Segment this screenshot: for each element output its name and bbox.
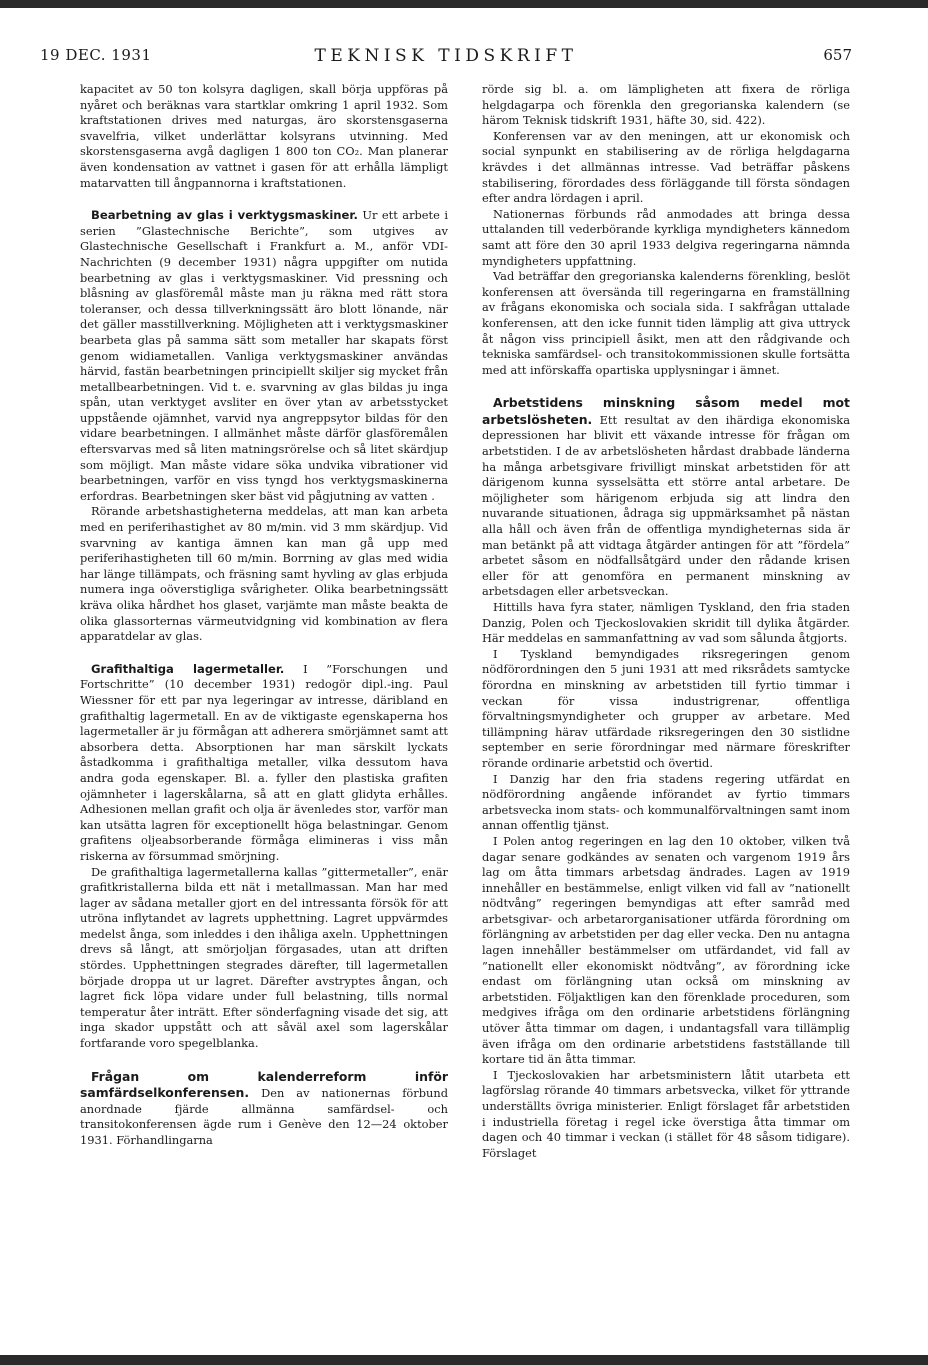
article-body: Ur ett arbete i serien ”Glastechnische Berichte”, som utgives av Glastechnische Gesellschaft i Frankfurt a. M., anför VDI-Nachrichten (9 december 1931) några uppgifter om nutida bearbetning av glas i verktygsmaskiner. Vid pressning och blåsning av glasföremål måste man ju räkna med rätt stora toleranser, och dessa tillverkningssätt äro blott lönande, när det gäller masstillverkning. Möjligheten att i verktygsmaskiner bearbeta glas på samma sätt som metaller har skapats först genom widiametallen. Vanliga verktygsmaskiner användas härvid, fastän bearbetningen principiellt skiljer sig mycket från metallbearbetningen. Vid t. e. svarvning av glas bildas ju inga spån, utan verktyget avsliter en över ytan av arbetsstycket uppstående ojämnhet, varvid nya angreppsytor bildas för den vidare bearbetningen. I allmänhet måste därför glasföremålen eftersvarvas med så liten matningsrörelse och så litet skärdjup som möjligt. Man måste vidare söka undvika vibrationer vid bearbetningen, varför en viss tyngd hos verktygsmaskinerna erfordras. Bearbetningen sker bäst vid pågjutning av vatten . [80, 208, 448, 503]
article-body: I ”Forschungen und Fortschritte” (10 december 1931) redogör dipl.-ing. Paul Wiessner för ett par nya legeringar av intresse, däribland en grafithaltig lagermetall. En av de viktigaste egenskaperna hos lagermetaller är ju förmågan att adherera smörjämnet samt att absorbera detta. Absorptionen har man särskilt lyckats åstadkomma i grafithaltiga metaller, vilka dessutom hava andra goda egenskaper. Bl. a. fyller den plastiska grafiten ojämnheter i lagerskålarna, så att en glatt glidyta erhålles. Adhesionen mellan grafit och olja är ävenledes stor, varför man kan utsätta lagren för exceptionellt höga belastningar. Genom grafitens oljeabsorberande förmåga elimineras i viss mån riskerna av försummad smörjning. [80, 661, 449, 863]
paragraph: Nationernas förbunds råd anmodades att bringa dessa uttalanden till vederbörande kyrkliga myndigheters kännedom samt att före den 30 april 1933 delgiva regeringarna nämnda myndigheters uppfattning. [482, 206, 850, 268]
scan-top-edge [0, 0, 928, 8]
issue-date: 19 DEC. 1931 [40, 46, 152, 64]
paragraph: I Danzig har den fria stadens regering utfärdat en nödförordning angående införandet av fyrtio timmars arbetsvecka inom stats- och kommunalförvaltningen samt inom annan offentlig tjänst. [482, 771, 850, 833]
scan-bottom-edge [0, 1355, 928, 1365]
paragraph: Vad beträffar den gregorianska kalenderns förenkling, beslöt konferensen att översända till regeringarna en framställning av frågans ekonomiska och sociala sida. I sakfrågan uttalade konferensen, att den icke funnit tiden lämplig att giva uttryck åt någon viss principiell åsikt, men att den rådgivande och tekniska samfärdsel- och transitokommissionen skulle fortsätta med att införskaffa opartiska upplysningar i ämnet. [482, 269, 850, 377]
article-body: Den av nationernas förbund anordnade fjärde allmänna samfärdsel- och transitokonferensen ägde rum i Genève den 12—24 oktober 1931. Förhandlingarna [80, 1086, 448, 1147]
paragraph: Konferensen var av den meningen, att ur ekonomisk och social synpunkt en stabilisering av de rörliga helgdagarna krävdes i det allmännas intresse. Vad beträffar påskens stabilisering, förordades dess förläggande till första söndagen efter andra lördagen i april. [482, 128, 850, 206]
paragraph: I Polen antog regeringen en lag den 10 oktober, vilken två dagar senare godkändes av senaten och vargenom 1919 års lag om åtta timmars arbetsdag ändrades. Lagen av 1919 innehåller en bestämmelse, enligt vilken vid fall av ”nationellt nödtvång” regeringen bemyndigas att efter samråd med arbetsgivar- och arbetarorganisationer utfärda förordning om förlängning av arbetstiden per dag eller vecka. Den nu antagna lagen innehåller bestämmelser om utfärdandet, vid fall av ”nationellt eller ekonomiskt nödtvång”, av förordning icke endast om förlängning utan också om minskning av arbetstiden. Följaktligen kan den förenklade proceduren, som medgives ifråga om den ordinarie arbetstidens förlängning utöver åtta timmar om dagen, i undantagsfall vara tillämplig även ifråga om den ordinarie arbetstidens fastställande till kortare tid än åtta timmar. [482, 833, 851, 1067]
article-kalender [80, 1069, 448, 1149]
paragraph: Rörande arbetshastigheterna meddelas, att man kan arbeta med en periferihastighet av 80 m/min. vid 3 mm skärdjup. Vid svarvning av kantiga ämnen kan man gå upp med periferihastigheten till 60 m/min. Borrning av glas med widia har länge tillämpats, och fräsning samt hyvling av glas erbjuda numera inga oöverstigliga svårigheter. Olika bearbetningssätt kräva olika hårdhet hos glaset, varjämte man måste beakta de olika glassorternas värmeutvidgning vid kombination av flera apparatdelar av glas. [80, 504, 448, 644]
article-heading: Frågan om kalenderreform inför samfärdselkonferensen. [80, 1068, 448, 1101]
page-header [40, 44, 852, 70]
paragraph: I Tyskland bemyndigades riksregeringen genom nödförordningen den 5 juni 1931 att med riksrådets samtycke förordna en minskning av arbetstiden till fyrtio timmar i veckan för vissa industrigrenar, offentliga förvaltningsmyndigheter och grupper av arbetare. Med tillämpning härav utfärdade riksregeringen den 30 sistlidne september en serie förordningar med närmare föreskrifter rörande ordinarie arbetstid och övertid. [482, 646, 850, 770]
right-column [482, 82, 850, 1161]
article-heading: Bearbetning av glas i verktygsmaskiner. [91, 208, 358, 223]
article-heading: Arbetstidens minskning såsom medel mot arbetslösheten. [482, 395, 850, 427]
article-arbetstid [482, 395, 850, 600]
article-heading: Grafithaltiga lagermetaller. [91, 661, 285, 676]
paragraph: rörde sig bl. a. om lämpligheten att fixera de rörliga helgdagarpa och förenkla den gregorianska kalendern (se härom Teknisk tidskrift 1931, häfte 30, sid. 422). [482, 82, 850, 128]
page-number: 657 [823, 46, 852, 64]
paragraph: Hittills hava fyra stater, nämligen Tyskland, den fria staden Danzig, Polen och Tjeckoslovakien skridit till dylika åtgärder. Här meddelas en sammanfattning av vad som sålunda åtgjorts. [482, 600, 850, 646]
paragraph: De grafithaltiga lagermetallerna kallas ”gittermetaller”, enär grafitkristallerna bilda ett nät i metallmassan. Man har med lager av sådana metaller gjort en del intressanta försök för att utröna inflytandet av lagrets upphettning. Lagret uppvärmdes medelst ånga, som inleddes i den ihåliga axeln. Upphettningen drevs så långt, att smörjoljan förgasades, utan att driften stördes. Upphettningen stegrades därefter, till lagermetallen började droppa ut ur lagret. Därefter avstryptes ångan, och lagret fick löpa vidare under full belastning, tills normal temperatur åter inträtt. Efter sönderfagning visade det sig, att inga skador uppstått och att såväl axel som lagerskålar fortfarande voro spegelblanka. [80, 864, 448, 1051]
article-glas [80, 208, 448, 504]
left-column [80, 82, 448, 1149]
article-grafit [80, 662, 448, 865]
article-body: Ett resultat av den ihärdiga ekonomiska depressionen har blivit ett växande intresse för frågan om arbetstiden. I de av arbetslösheten hårdast drabbade länderna ha många arbetsgivare frivilligt minskat arbetstiden för att därigenom kunna sysselsätta ett större antal arbetare. De möjligheter som härigenom erbjuda sig att lindra den nuvarande situationen, ådraga sig uppmärksamhet på nästan alla håll och även från de offentliga myndigheternas sida är man betänkt på att vidtaga åtgärder antingen för att ”fördela” arbetet såsom en nödfallsåtgärd under den rådande krisen eller för att genomföra en permanent minskning av arbetsdagen eller arbetsveckan. [482, 412, 850, 599]
journal-title: TEKNISK TIDSKRIFT [314, 46, 578, 66]
article-continuation: kapacitet av 50 ton kolsyra dagligen, skall börja uppföras på nyåret och beräknas vara startklar omkring 1 april 1932. Som kraftstationen drives med naturgas, äro skorstensgaserna svavelfria, vilket underlättar kolsyrans utvinning. Med skorstensgaserna avgå dagligen 1 800 ton CO₂. Man planerar även kondensation av vattnet i gasen för att erhålla lämpligt matarvatten till ångpannorna i kraftstationen. [80, 82, 448, 190]
paragraph: I Tjeckoslovakien har arbetsministern låtit utarbeta ett lagförslag rörande 40 timmars arbetsvecka, vilket för yttrande underställts övriga ministerier. Enligt förslaget får arbetstiden i industriella företag i regel icke överstiga åtta timmar om dagen och 40 timmar i veckan (i stället för 48 såsom tidigare). Förslaget [482, 1067, 850, 1160]
